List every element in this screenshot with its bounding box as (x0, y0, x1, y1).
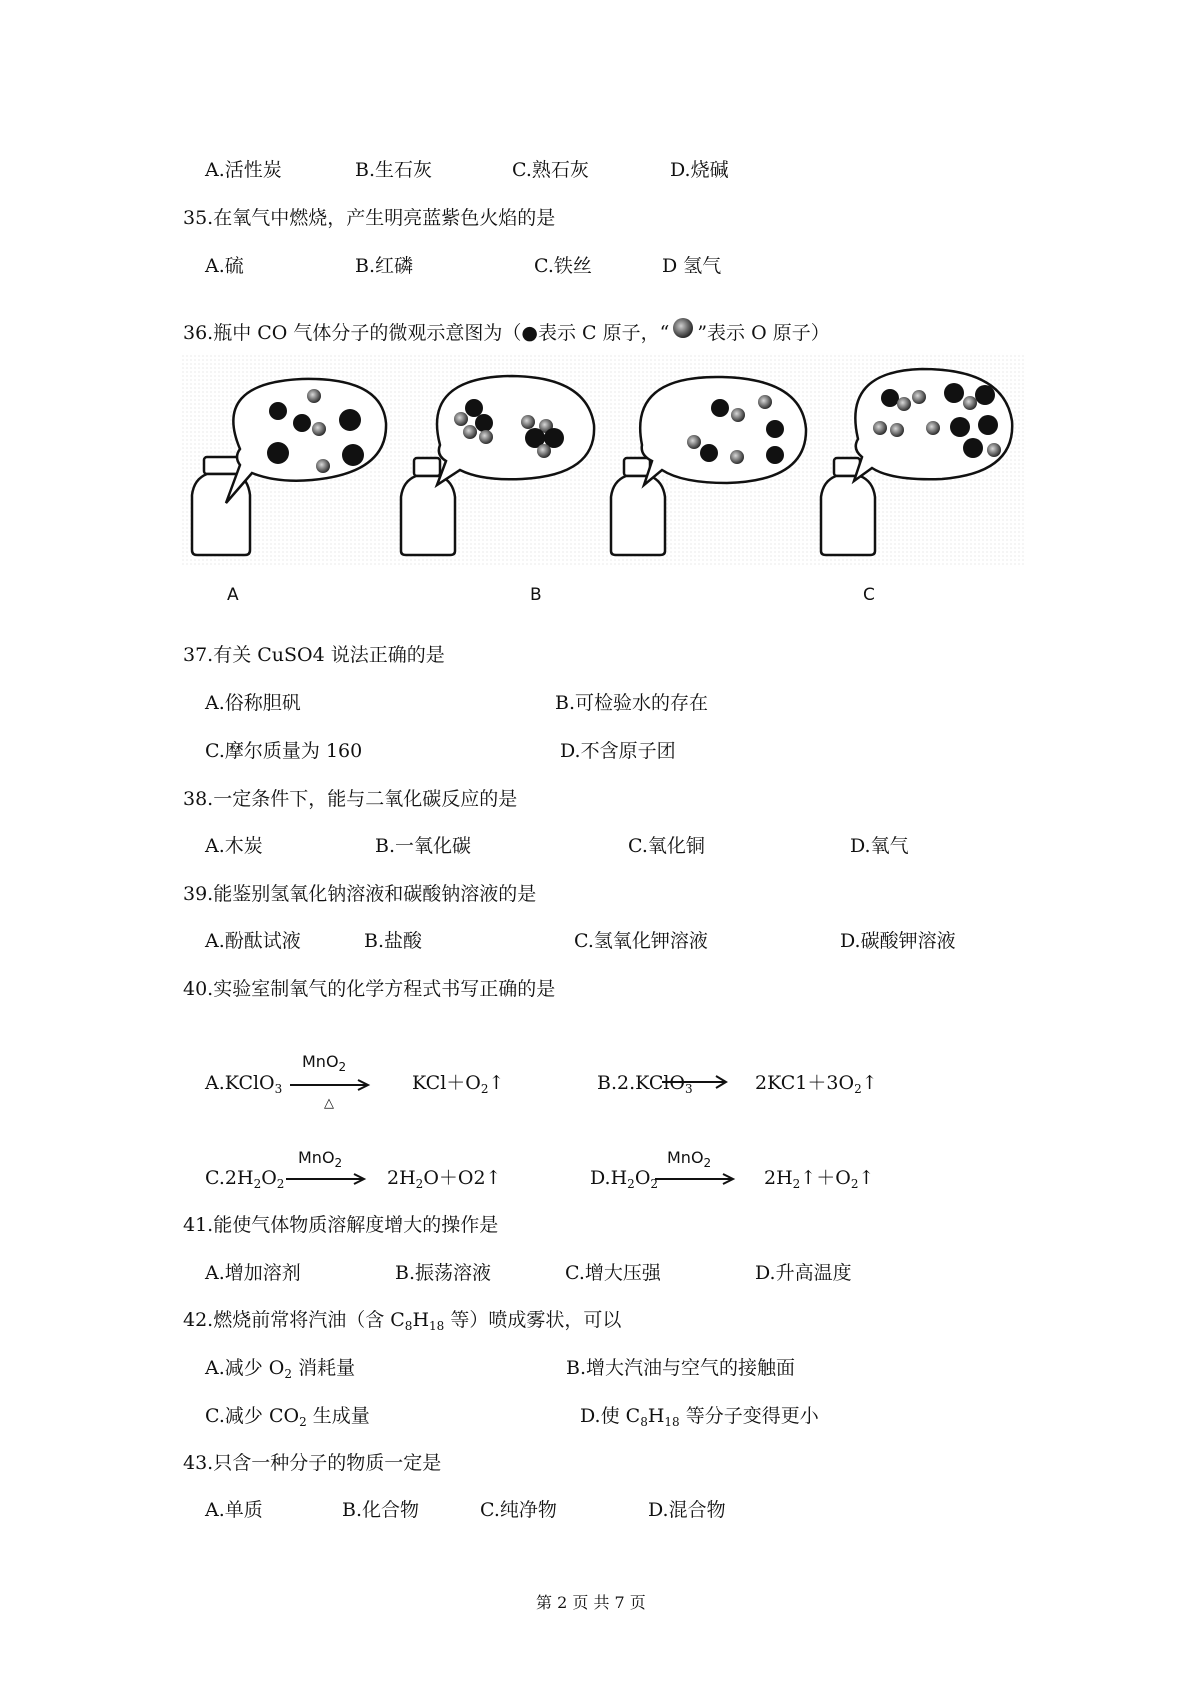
q35-option-d: D 氢气 (662, 255, 722, 277)
q43-stem: 43.只含一种分子的物质一定是 (183, 1452, 442, 1474)
q42-option-c: C.减少 $CO_2$ 生成量 (205, 1405, 370, 1429)
bubble-b (437, 376, 594, 485)
q40-a-right: $KCl+O_2↑$ (412, 1072, 505, 1096)
q36-stem-part2: ”表示 O 原子） (697, 322, 830, 344)
catalyst-label-c: MnO$_2$ (298, 1148, 343, 1170)
q42-option-d: D.使 $C_8H_{18}$ 等分子变得更小 (580, 1405, 819, 1429)
q38-option-c: C.氧化铜 (628, 835, 705, 857)
q40-d-left: $D.H_2O_2$ (590, 1167, 659, 1191)
q38-option-a: A.木炭 (205, 835, 263, 857)
heat-symbol: △ (324, 1096, 334, 1111)
arrow-right-icon (284, 1172, 369, 1186)
q40-d-arrow (653, 1148, 738, 1188)
catalyst-label-d: MnO$_2$ (667, 1148, 712, 1170)
q40-b-right: $2KC1+3O_2↑$ (755, 1072, 878, 1096)
q43-option-b: B.化合物 (342, 1499, 420, 1521)
q34-option-c: C.熟石灰 (512, 159, 589, 181)
q34-option-a: A.活性炭 (205, 159, 282, 181)
q35-stem: 35.在氧气中燃烧，产生明亮蓝紫色火焰的是 (183, 207, 556, 229)
catalyst-label-a: MnO$_2$ (302, 1052, 347, 1074)
q39-option-a: A.酚酞试液 (205, 930, 301, 952)
q43-option-d: D.混合物 (648, 1499, 726, 1521)
q40-a-left: A.KClO$_3$ (205, 1072, 283, 1096)
q36-stem (183, 321, 830, 345)
q39-option-d: D.碳酸钾溶液 (840, 930, 956, 952)
q40-c-arrow (284, 1148, 369, 1188)
q42-stem: 42.燃烧前常将汽油（含 $C_8H_{18}$ 等）喷成雾状，可以 (183, 1309, 622, 1333)
q38-stem: 38.一定条件下，能与二氧化碳反应的是 (183, 788, 518, 810)
q41-option-d: D.升高温度 (755, 1262, 852, 1284)
q40-d-right: $2H_2↑+O_2↑$ (764, 1167, 875, 1191)
q38-option-b: B.一氧化碳 (375, 835, 472, 857)
q37-option-c: C.摩尔质量为 160 (205, 740, 363, 762)
o-atom-legend-icon (669, 323, 697, 345)
q39-option-c: C.氢氧化钾溶液 (574, 930, 708, 952)
q37-option-d: D.不含原子团 (560, 740, 676, 762)
q38-option-d: D.氧气 (850, 835, 909, 857)
q41-option-a: A.增加溶剂 (205, 1262, 301, 1284)
q40-b-arrow-icon (660, 1074, 730, 1090)
figure-label-c: C (863, 585, 875, 605)
q40-stem: 40.实验室制氧气的化学方程式书写正确的是 (183, 978, 556, 1000)
q39-option-b: B.盐酸 (364, 930, 423, 952)
q41-option-b: B.振荡溶液 (395, 1262, 492, 1284)
arrow-right-icon (653, 1172, 738, 1186)
q34-option-b: B.生石灰 (355, 159, 433, 181)
arrow-right-icon (288, 1078, 373, 1092)
q37-option-b: B.可检验水的存在 (555, 692, 709, 714)
q40-c-right: $2H_2O+O2↑$ (387, 1167, 502, 1191)
q35-option-b: B.红磷 (355, 255, 414, 277)
co-molecule-diagram (182, 355, 1024, 565)
q41-stem: 41.能使气体物质溶解度增大的操作是 (183, 1214, 499, 1236)
q40-b-left: B.2.KClO$_3$ (597, 1072, 693, 1096)
q35-option-c: C.铁丝 (534, 255, 592, 277)
q37-stem: 37.有关 CuSO4 说法正确的是 (183, 644, 445, 666)
figure-label-a: A (227, 585, 239, 605)
q40-a-arrow (288, 1052, 373, 1112)
q42-option-a: A.减少 $O_2$ 消耗量 (205, 1357, 356, 1381)
q35-option-a: A.硫 (205, 255, 244, 277)
q36-stem-part1: 36.瓶中 CO 气体分子的微观示意图为（●表示 C 原子，“ (183, 322, 670, 344)
q43-option-c: C.纯净物 (480, 1499, 557, 1521)
q41-option-c: C.增大压强 (565, 1262, 661, 1284)
q34-option-d: D.烧碱 (670, 159, 729, 181)
figure-label-b: B (530, 585, 542, 605)
q39-stem: 39.能鉴别氢氧化钠溶液和碳酸钠溶液的是 (183, 883, 537, 905)
q43-option-a: A.单质 (205, 1499, 263, 1521)
page-footer: 第 2 页 共 7 页 (536, 1593, 646, 1612)
q42-option-b: B.增大汽油与空气的接触面 (566, 1357, 796, 1379)
q37-option-a: A.俗称胆矾 (205, 692, 301, 714)
q40-c-left: $C.2H_2O_2$ (205, 1167, 285, 1191)
